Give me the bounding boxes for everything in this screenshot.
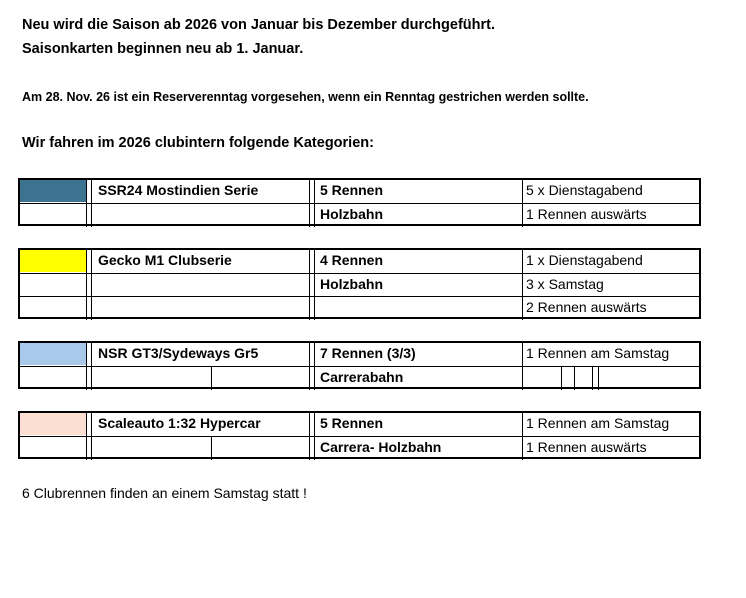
race-detail: 1 Rennen auswärts xyxy=(526,206,647,222)
intro-line-1: Neu wird die Saison ab 2026 von Januar bis Dezember durchgeführt. xyxy=(22,17,495,33)
category-color-swatch xyxy=(20,413,86,435)
track-type: Holzbahn xyxy=(320,206,383,222)
race-detail: 1 Rennen am Samstag xyxy=(526,345,670,361)
race-count: 5 Rennen xyxy=(320,415,384,431)
race-detail: 1 x Dienstagabend xyxy=(526,252,643,268)
race-detail: 1 Rennen auswärts xyxy=(526,439,647,455)
category-table-gecko xyxy=(18,248,701,319)
category-table-nsr xyxy=(18,341,701,389)
track-type: Holzbahn xyxy=(320,276,383,292)
intro-line-2: Saisonkarten beginnen neu ab 1. Januar. xyxy=(22,41,304,57)
track-type: Carrerabahn xyxy=(320,369,404,385)
race-detail: 5 x Dienstagabend xyxy=(526,182,643,198)
track-type: Carrera- Holzbahn xyxy=(320,439,442,455)
category-row xyxy=(20,436,699,460)
category-table-scaleauto xyxy=(18,411,701,459)
category-row xyxy=(20,203,699,227)
category-color-swatch xyxy=(20,180,86,202)
category-name: Scaleauto 1:32 Hypercar xyxy=(98,415,261,431)
category-name: SSR24 Mostindien Serie xyxy=(98,182,259,198)
race-detail: 2 Rennen auswärts xyxy=(526,299,647,315)
category-row xyxy=(20,343,699,366)
category-row xyxy=(20,180,699,203)
race-detail: 1 Rennen am Samstag xyxy=(526,415,670,431)
reserve-day-note: Am 28. Nov. 26 ist ein Reserverenntag vorgesehen, wenn ein Renntag gestrichen werden sollte. xyxy=(22,90,589,104)
categories-heading: Wir fahren im 2026 clubintern folgende Kategorien: xyxy=(22,135,374,151)
race-count: 7 Rennen (3/3) xyxy=(320,345,416,361)
category-table-ssr24 xyxy=(18,178,701,226)
race-detail: 3 x Samstag xyxy=(526,276,604,292)
category-color-swatch xyxy=(20,343,86,365)
category-color-swatch xyxy=(20,250,86,272)
category-row xyxy=(20,250,699,273)
race-count: 4 Rennen xyxy=(320,252,384,268)
category-row xyxy=(20,413,699,436)
category-name: NSR GT3/Sydeways Gr5 xyxy=(98,345,259,361)
category-row xyxy=(20,273,699,297)
category-row xyxy=(20,366,699,390)
category-name: Gecko M1 Clubserie xyxy=(98,252,232,268)
footer-note: 6 Clubrennen finden an einem Samstag statt ! xyxy=(22,485,307,501)
category-row xyxy=(20,296,699,320)
race-count: 5 Rennen xyxy=(320,182,384,198)
